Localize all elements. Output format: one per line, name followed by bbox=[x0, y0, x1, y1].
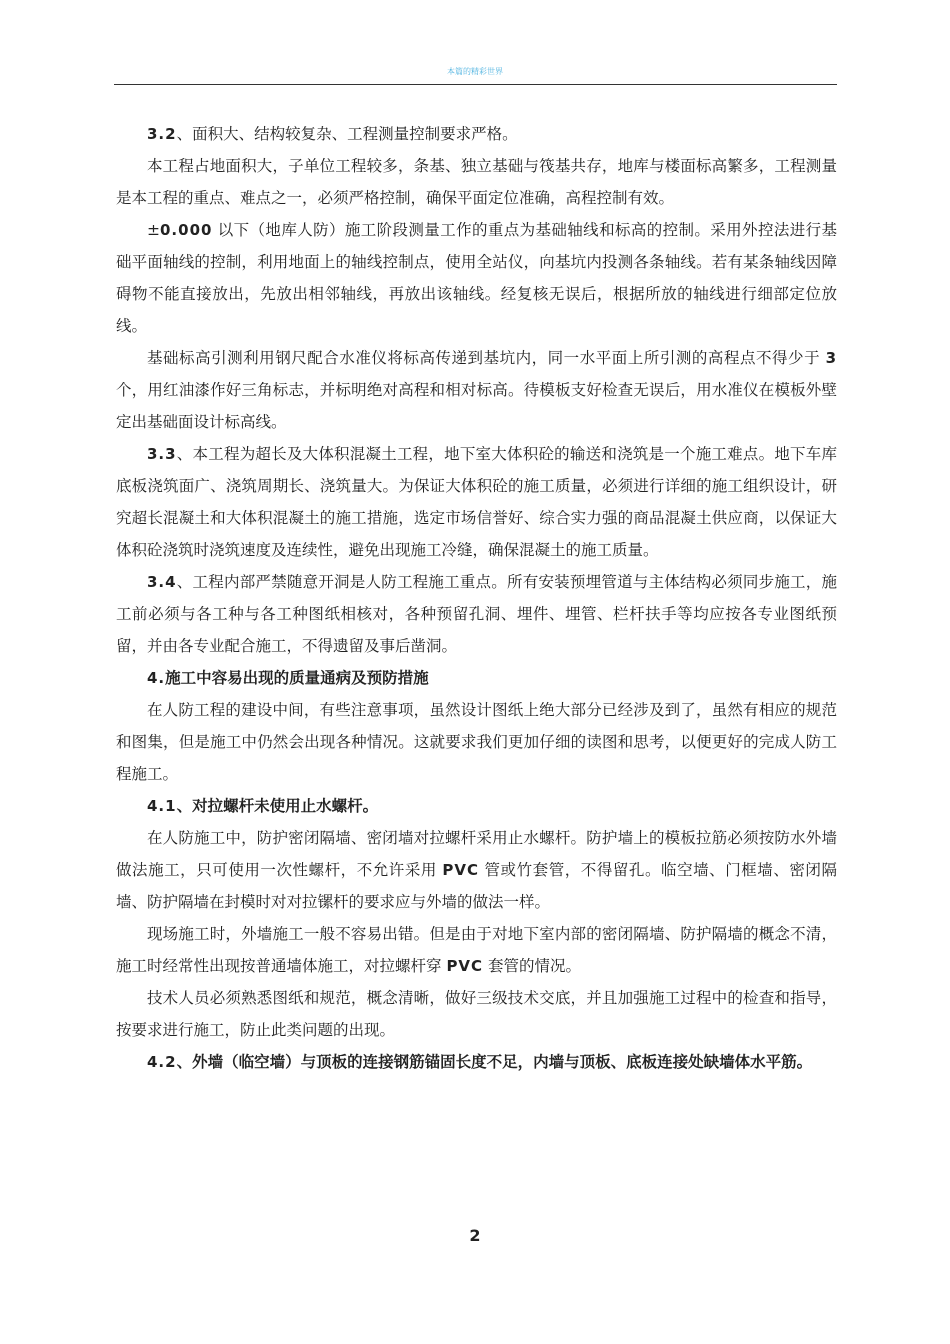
paragraph-text: 在人防施工中，防护密闭隔墙、密闭墙对拉螺杆采用止水螺杆。防护墙上的模板拉筋必须按防水外墙做法施工，只可使用一次性螺杆，不允许采用 bbox=[116, 829, 837, 879]
inline-number: 3 bbox=[825, 349, 837, 367]
header-divider bbox=[114, 84, 837, 85]
section-4-1-heading bbox=[116, 790, 837, 822]
plus-minus-sign: ± bbox=[147, 221, 160, 239]
paragraph bbox=[116, 214, 837, 342]
section-number: 3.3 bbox=[147, 445, 177, 463]
section-title: 、外墙（临空墙）与顶板的连接钢筋锚固长度不足，内墙与顶板、底板连接处缺墙体水平筋。 bbox=[176, 1052, 813, 1071]
paragraph bbox=[116, 822, 837, 918]
paragraph-text: 、本工程为超长及大体积混凝土工程，地下室大体积砼的输送和浇筑是一个施工难点。地下车库底板浇筑面广、浇筑周期长、浇筑量大。为保证大体积砼的施工质量，必须进行详细的施工组织设计，研究超长混凝土和大体积混凝土的施工措施，选定市场信誉好、综合实力强的商品混凝土供应商，以保证大体积砼浇筑时浇筑速度及连续性，避免出现施工冷缝，确保混凝土的施工质量。 bbox=[116, 445, 837, 559]
section-number: 4.1 bbox=[147, 797, 177, 815]
elevation-value: 0.000 bbox=[160, 221, 213, 239]
paragraph-text: 现场施工时，外墙施工一般不容易出错。但是由于对地下室内部的密闭隔墙、防护隔墙的概念不清，施工时经常性出现按普通墙体施工，对拉螺杆穿 bbox=[116, 925, 837, 975]
section-3-3 bbox=[116, 438, 837, 566]
document-body bbox=[116, 118, 837, 1078]
paragraph bbox=[116, 342, 837, 438]
paragraph: 在人防工程的建设中间，有些注意事项，虽然设计图纸上绝大部分已经涉及到了，虽然有相应的规范和图集，但是施工中仍然会出现各种情况。这就要求我们更加仔细的读图和思考，以便更好的完成人防工程施工。 bbox=[116, 701, 837, 783]
paragraph: 本工程占地面积大，子单位工程较多，条基、独立基础与筏基共存，地库与楼面标高繁多，工程测量是本工程的重点、难点之一，必须严格控制，确保平面定位准确，高程控制有效。 bbox=[116, 157, 837, 207]
pvc-term: PVC bbox=[442, 861, 480, 879]
section-4-2-heading bbox=[116, 1046, 837, 1078]
paragraph-text: 管或竹套管，不得留孔。临空墙、门框墙、密闭隔墙、防护隔墙在封模时对对拉镙杆的要求应与外墙的做法一样。 bbox=[116, 861, 837, 911]
paragraph-text: 以下（地库人防）施工阶段测量工作的重点为基础轴线和标高的控制。采用外控法进行基础平面轴线的控制，利用地面上的轴线控制点，使用全站仪，向基坑内投测各条轴线。若有某条轴线因障碍物不能直接放出，先放出相邻轴线，再放出该轴线。经复核无误后，根据所放的轴线进行细部定位放线。 bbox=[116, 221, 837, 335]
paragraph-text: 套管的情况。 bbox=[483, 957, 581, 975]
paragraph bbox=[116, 918, 837, 982]
section-3-2-heading bbox=[116, 118, 837, 150]
section-number: 4. bbox=[147, 669, 166, 687]
section-title: 、对拉螺杆未使用止水螺杆。 bbox=[176, 796, 379, 815]
paragraph-text: 、工程内部严禁随意开洞是人防工程施工重点。所有安装预埋管道与主体结构必须同步施工，施工前必须与各工种与各工种图纸相核对，各种预留孔洞、埋件、埋管、栏杆扶手等均应按各专业图纸预留，并由各专业配合施工，不得遗留及事后凿洞。 bbox=[116, 573, 837, 655]
section-number: 3.4 bbox=[147, 573, 177, 591]
paragraph-text: 基础标高引测利用钢尺配合水准仪将标高传递到基坑内，同一水平面上所引测的高程点不得少于 bbox=[147, 349, 826, 367]
section-3-4 bbox=[116, 566, 837, 662]
section-4-heading bbox=[116, 662, 837, 694]
section-number: 3.2 bbox=[147, 125, 177, 143]
page-header: 本篇的精彩世界 bbox=[447, 67, 503, 76]
section-number: 4.2 bbox=[147, 1053, 177, 1071]
section-title: 、面积大、结构较复杂、工程测量控制要求严格。 bbox=[176, 125, 518, 143]
paragraph: 技术人员必须熟悉图纸和规范，概念清晰，做好三级技术交底，并且加强施工过程中的检查和指导，按要求进行施工，防止此类问题的出现。 bbox=[116, 989, 837, 1039]
paragraph-text: 个，用红油漆作好三角标志，并标明绝对高程和相对标高。待模板支好检查无误后，用水准仪在模板外壁定出基础面设计标高线。 bbox=[116, 381, 837, 431]
section-title: 施工中容易出现的质量通病及预防措施 bbox=[165, 668, 429, 687]
page-number: 2 bbox=[469, 1226, 481, 1245]
pvc-term: PVC bbox=[446, 957, 484, 975]
